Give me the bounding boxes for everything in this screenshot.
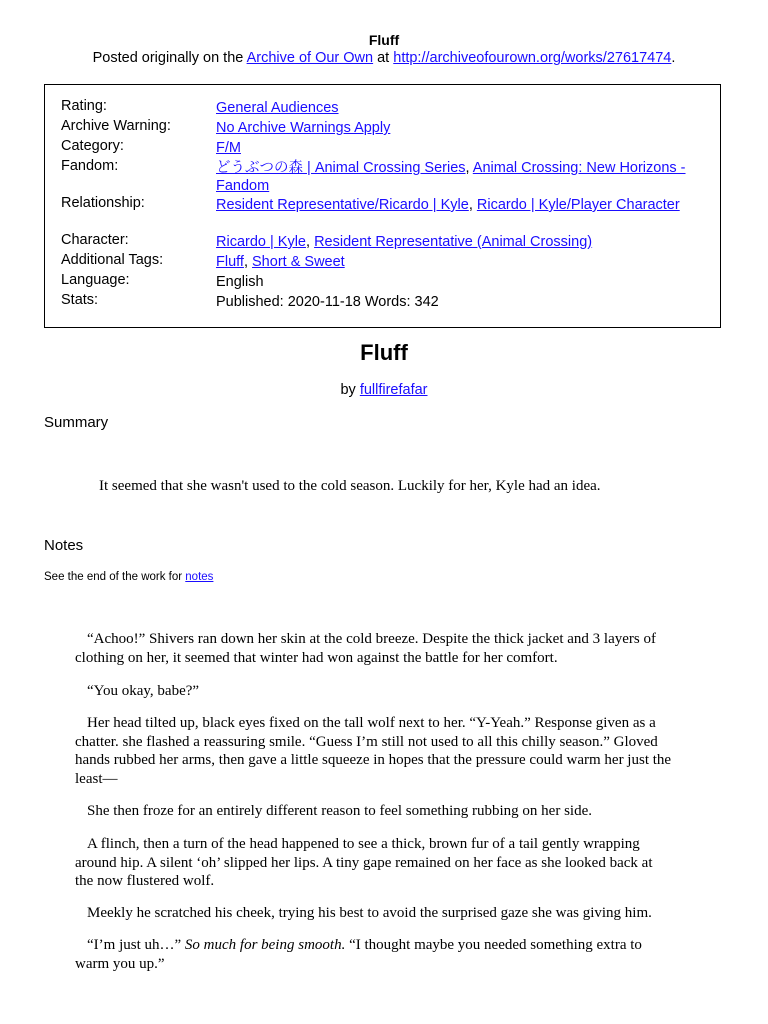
notes-line — [44, 571, 213, 583]
story-paragraph-4 — [75, 802, 695, 821]
summary-heading: Summary — [44, 414, 109, 431]
category-link[interactable]: F/M — [216, 140, 241, 156]
warning-link[interactable]: No Archive Warnings Apply — [216, 120, 391, 136]
relationship-link-1[interactable]: Resident Representative/Ricardo | Kyle — [216, 197, 469, 213]
story-line: least— — [75, 770, 118, 787]
story-line: Her head tilted up, black eyes fixed on the tall wolf next to her. “Y-Yeah.” Response given as a — [87, 715, 656, 731]
posted-line — [0, 50, 768, 66]
summary-text: It seemed that she wasn't used to the cold season. Luckily for her, Kyle had an idea. — [99, 478, 601, 494]
fandom-label: Fandom: — [61, 158, 119, 174]
warning-label: Archive Warning: — [61, 118, 171, 134]
story-line: warm you up.” — [75, 955, 165, 972]
story-line: “You okay, babe?” — [87, 683, 200, 699]
notes-heading: Notes — [44, 537, 84, 554]
story-text: “I’m just uh…” — [87, 937, 185, 953]
by-text: by — [340, 382, 360, 398]
story-line: A flinch, then a turn of the head happened to see a thick, brown fur of a tail gently wrapping — [87, 836, 640, 852]
byline — [0, 382, 768, 398]
character-link-2[interactable]: Resident Representative (Animal Crossing) — [314, 234, 593, 250]
comma: , — [465, 160, 470, 176]
relationship-link-2[interactable]: Ricardo | Kyle/Player Character — [476, 197, 680, 213]
archive-link[interactable]: Archive of Our Own — [246, 50, 374, 66]
category-label: Category: — [61, 138, 124, 154]
story-paragraph-3 — [75, 714, 695, 788]
relationship-label: Relationship: — [61, 195, 145, 211]
stats-value: Published: 2020-11-18 Words: 342 — [216, 294, 439, 310]
period: . — [671, 50, 676, 66]
story-text: “I thought maybe you needed something extra to — [345, 937, 642, 953]
tag-link-2[interactable]: Short & Sweet — [252, 254, 345, 270]
character-label: Character: — [61, 232, 129, 248]
story-paragraph-1 — [75, 630, 695, 667]
story-line: around hip. A silent ‘oh’ slipped her lips. A tiny gape remained on her face as she looked back at — [75, 854, 653, 871]
rating-link[interactable]: General Audiences — [216, 100, 339, 116]
story-line: the now flustered wolf. — [75, 873, 215, 889]
document-title: Fluff — [368, 32, 400, 48]
story-paragraph-6 — [75, 904, 695, 923]
comma: , — [306, 234, 311, 250]
story-line: She then froze for an entirely different reason to feel something rubbing on her side. — [87, 803, 592, 819]
story-line: clothing on her, it seemed that winter had won against the battle for her comfort. — [75, 649, 558, 666]
stats-label: Stats: — [61, 292, 99, 308]
language-label: Language: — [61, 272, 130, 288]
comma: , — [468, 197, 473, 213]
notes-link[interactable]: notes — [185, 571, 214, 583]
at-text: at — [373, 50, 394, 66]
fandom-link-2[interactable]: Animal Crossing: New Horizons - Fandom — [216, 160, 686, 194]
fandom-link-1[interactable]: どうぶつの森 | Animal Crossing Series — [216, 160, 466, 176]
posted-prefix: Posted originally on the — [92, 50, 247, 66]
author-link[interactable]: fullfirefafar — [359, 382, 428, 398]
story-italic-text: So much for being smooth. — [184, 937, 346, 953]
language-value: English — [216, 274, 264, 290]
rating-label: Rating: — [61, 98, 107, 114]
work-title: Fluff — [360, 340, 408, 365]
story-line: hands rubbed her arms, then gave a little squeeze in hopes that the pressure could warm her just the — [75, 752, 672, 768]
story-line — [75, 936, 695, 955]
work-url-link[interactable]: http://archiveofourown.org/works/27617474 — [393, 50, 672, 66]
story-paragraph-7 — [75, 936, 695, 973]
notes-prefix: See the end of the work for — [44, 571, 186, 583]
comma: , — [243, 254, 248, 270]
tag-link-1[interactable]: Fluff — [216, 254, 244, 270]
character-link-1[interactable]: Ricardo | Kyle — [216, 234, 306, 250]
story-line: “Achoo!” Shivers ran down her skin at the cold breeze. Despite the thick jacket and 3 layers of — [87, 631, 656, 647]
story-line: Meekly he scratched his cheek, trying his best to avoid the surprised gaze she was giving him. — [87, 905, 652, 921]
story-paragraph-5 — [75, 835, 695, 891]
work-meta-box — [44, 84, 721, 328]
story-line: chatter. she flashed a reassuring smile. “Guess I’m still not used to all this chilly season.” Gloved — [75, 733, 658, 750]
story-paragraph-2 — [75, 682, 695, 701]
tags-label: Additional Tags: — [61, 252, 164, 268]
